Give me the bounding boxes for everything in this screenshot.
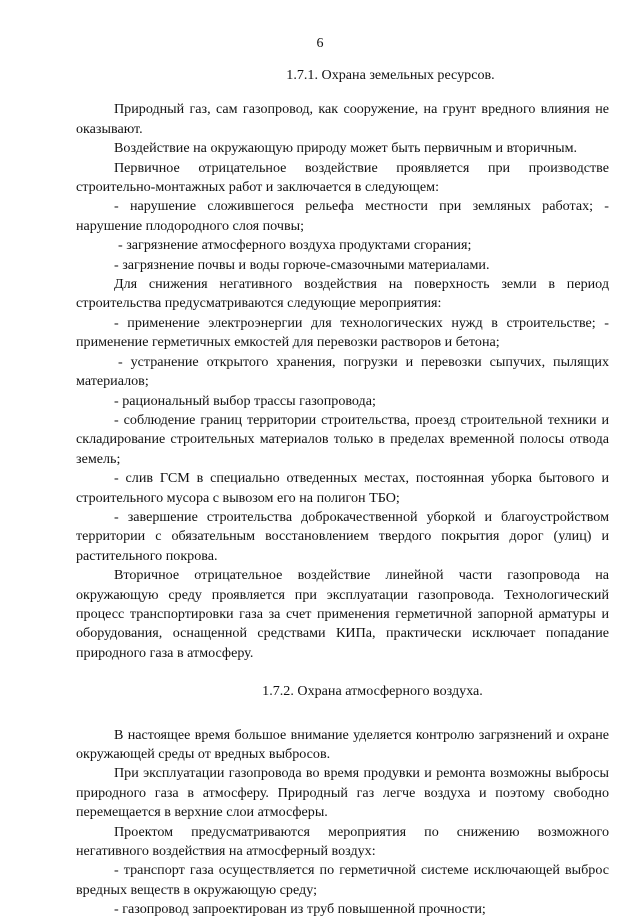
paragraph: - газопровод запроектирован из труб повышенной прочности; [114, 901, 486, 918]
paragraph: - рациональный выбор трассы газопровода; [114, 392, 376, 409]
page-number: 6 [316, 36, 324, 51]
paragraph: Вторичное отрицательное воздействие линейной части газопровода на окружающую среду проявляется при эксплуатации газопровода. Технологический процесс транспортировки газа за счет применения герметичной запорной арматуры и оборудования, оснащенной средствами КИПа, практически исключает попадание природного газа в атмосферу. [76, 567, 609, 661]
section-body-air [76, 726, 609, 920]
paragraph: Воздействие на окружающую природу может быть первичным и вторичным. [114, 140, 578, 157]
paragraph: Природный газ, сам газопровод, как сооружение, на грунт вредного влияния не оказывают. [76, 101, 609, 137]
section-body-land [76, 100, 609, 663]
paragraph: - нарушение сложившегося рельефа местности при земляных работах; - нарушение плодородного слоя почвы; [76, 198, 609, 234]
paragraph: - загрязнение почвы и воды горюче-смазочными материалами. [114, 256, 490, 273]
paragraph: - применение электроэнергии для технологических нужд в строительстве; - применение герметичных емкостей для перевозки растворов и бетона; [76, 314, 609, 351]
paragraph: - завершение строительства доброкачественной уборкой и благоустройством территории с обязательным восстановлением твердого покрытия дорог (улиц) и растительного покрова. [76, 508, 609, 564]
paragraph: Проектом предусматриваются мероприятия по снижению возможного негативного воздействия на атмосферный воздух: [76, 823, 609, 860]
section-heading-land: 1.7.1. Охрана земельных ресурсов. [286, 67, 495, 83]
paragraph: В настоящее время большое внимание уделяется контролю загрязнений и охране окружающей среды от вредных выбросов. [76, 726, 609, 762]
paragraph: - слив ГСМ в специально отведенных местах, постоянная уборка бытового и строительного мусора с вывозом его на полигон ТБО; [76, 470, 609, 506]
section-heading-air: 1.7.2. Охрана атмосферного воздуха. [262, 683, 483, 700]
paragraph: - соблюдение границ территории строительства, проезд строительной техники и складирование строительных материалов только в пределах временной полосы отвода земель; [76, 411, 609, 467]
page-content [76, 66, 609, 920]
paragraph: Для снижения негативного воздействия на поверхность земли в период строительства предусматриваются следующие мероприятия: [76, 276, 609, 312]
paragraph: Первичное отрицательное воздействие проявляется при производстве строительно-монтажных работ и заключается в следующем: [76, 159, 609, 196]
paragraph: - загрязнение атмосферного воздуха продуктами сгорания; [118, 237, 472, 254]
paragraph: При эксплуатации газопровода во время продувки и ремонта возможны выбросы природного газа в атмосферу. Природный газ легче воздуха и поэтому свободно перемещается в верхние слои атмосферы. [76, 765, 609, 821]
paragraph: - транспорт газа осуществляется по герметичной системе исключающей выброс вредных веществ в окружающую среду; [76, 862, 609, 898]
paragraph: - устранение открытого хранения, погрузки и перевозки сыпучих, пылящих материалов; [76, 353, 609, 390]
